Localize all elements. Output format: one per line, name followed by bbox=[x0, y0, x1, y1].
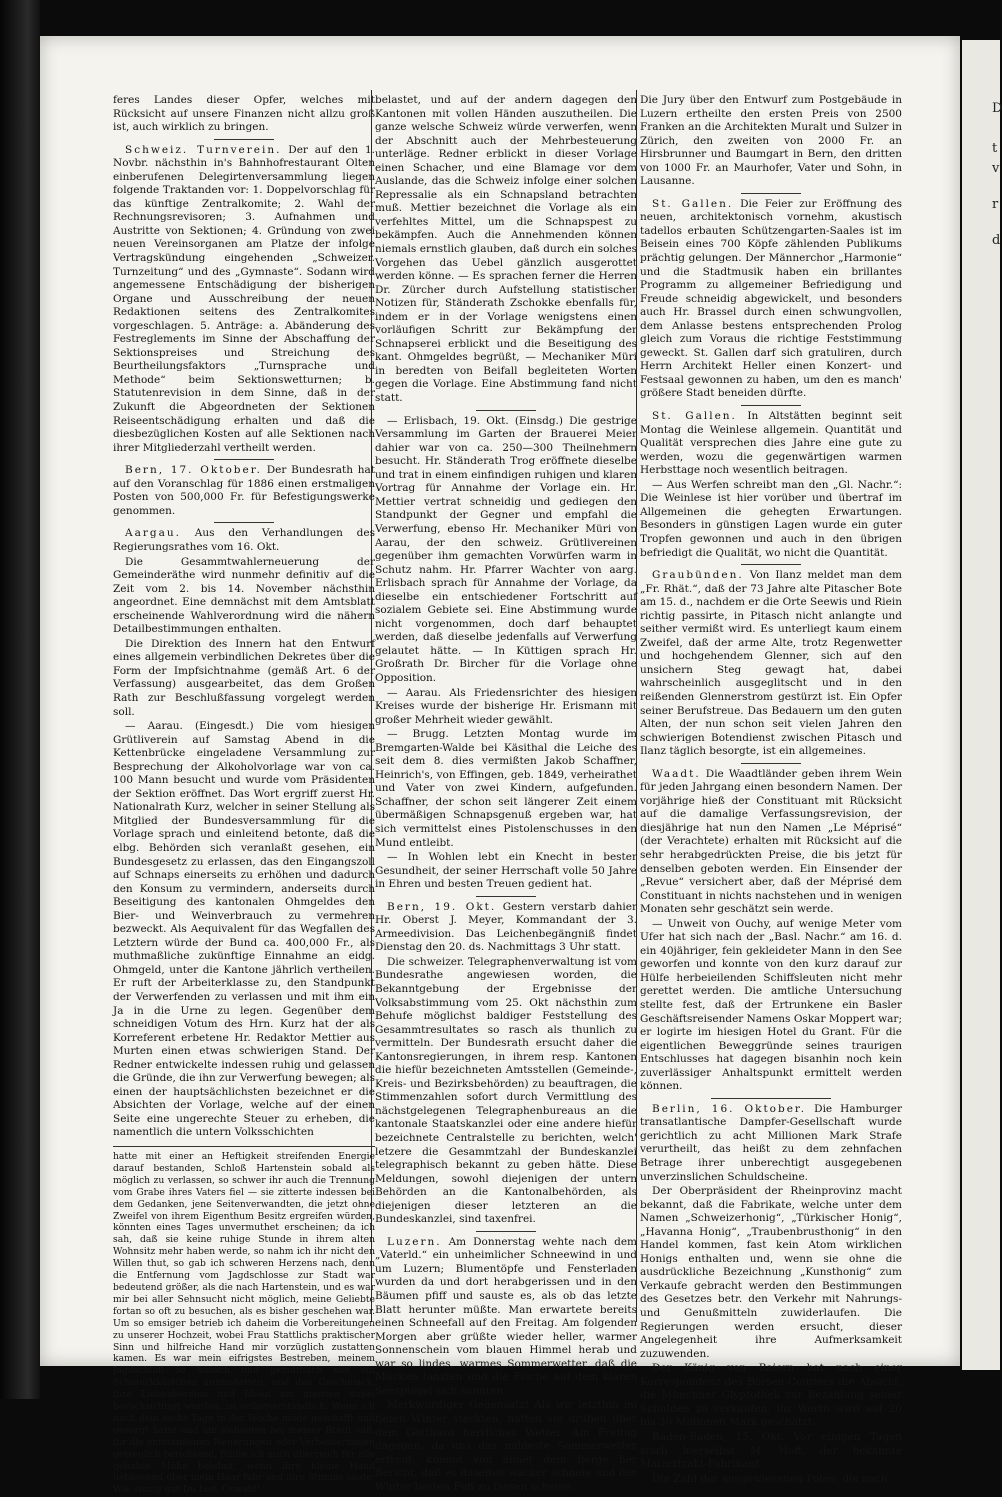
article-dateline: Luzern. bbox=[387, 1235, 442, 1248]
article-dateline: St. Gallen. bbox=[652, 197, 734, 210]
article-paragraph bbox=[113, 464, 375, 518]
article-paragraph bbox=[640, 1103, 902, 1184]
article-paragraph: Die Jury über den Entwurf zum Postgebäude in Luzern ertheilte den ersten Preis von 2500 Franken an die Architekten Muralt und Sulzer in Zürich, den zweiten von 2000 Fr. an Hirsbrunner und Baumgart in Bern, den dritten von 1000 Fr. an Maurhofer, Vater und Sohn, in Lausanne. bbox=[640, 94, 902, 188]
article-text: Die Hamburger transatlantische Dampfer-Gesellschaft wurde gerichtlich zu acht Millionen Mark Strafe verurtheilt, das heißt zu dem zehnfachen Betrage ihrer unberechtigt ausgegebenen unverzinslichen Schuldscheine. bbox=[640, 1102, 902, 1183]
article-dateline: Bern, 19. Okt. bbox=[387, 900, 497, 913]
article-paragraph: Die schweizer. Telegraphenverwaltung ist vom Bundesrathe angewiesen worden, die Bekanntgebung der Ergebnisse der Volksabstimmung vom 25. Okt nächsthin zum Behufe möglichst baldiger Feststellung des Gesammtresultates so rasch als thunlich zu vermitteln. Der Bundesrath ersucht daher die Kantonsregierungen, in ihrem resp. Kantonen die hiefür bezeichneten Amtsstellen (Gemeinde-, Kreis- und Bezirksbehörden) zu beauftragen, die Stimmenzahlen sofort durch Vermittlung des nächstgelegenen Telegraphenbureaus an die kantonale Staatskanzlei oder eine andere hiefür bezeichnete Centralstelle zu berichten, welch' letzere die Gesammtzahl der Bundeskanzlei telegraphisch bekannt zu geben hätte. Diese Meldungen, sowohl diejenigen der untern Behörden an die Kantonalbehörden, als diejenigen dieser letzteren an die Bundeskanzlei, sind taxenfrei. bbox=[375, 955, 637, 1226]
article-dateline: Waadt. bbox=[652, 767, 701, 780]
article-text: Die Feier zur Eröffnung des neuen, architektonisch vornehm, akustisch tadellos erbauten Schützengarten-Saales ist im Beisein eines 700 Köpfe zählenden Publikums prächtig gelungen. Der Männerchor „Harmonie“ und die Stadtmusik haben ein brillantes Programm zu allgemeiner Befriedigung und Freude schneidig abgewickelt, und besonders auch Hr. Brassel durch einen schwungvollen, dem Anlasse bestens entsprechenden Prolog gleich zum Voraus die richtige Feststimmung geweckt. St. Gallen darf sich gratuliren, durch Herrn Architekt Heller einen Konzert- und Festsaal gewonnen zu haben, um den es manch' größere Stadt beneiden dürfte. bbox=[640, 197, 902, 400]
article-paragraph bbox=[640, 410, 902, 478]
article-paragraph bbox=[640, 768, 902, 917]
separator bbox=[741, 564, 801, 565]
article-text: Aus den Verhandlungen des Regierungsrathes vom 16. Okt. bbox=[113, 527, 375, 553]
article-paragraph: — Brugg. Letzten Montag wurde im Bremgarten-Walde bei Käsithal die Leiche des seit dem 8. dies vermißten Jakob Schaffner, Heinrich's, von Effingen, geb. 1849, verheirathet und Vater von zwei Kindern, aufgefunden. Schaffner, der schon seit längerer Zeit einem übermäßigen Schnapsgenuß ergeben war, hat sich vermittelst eines Pistolenschusses in den Mund entleibt. bbox=[375, 728, 637, 849]
feuilleton-text: hatte mit einer an Heftigkeit streifenden Energie darauf bestanden, Schloß Hartenstein sobald als möglich zu verlassen, so schwer ihr auch die Trennung vom Grabe ihres Vaters fiel — sie zitterte indessen bei dem Gedanken, jene Seitenverwandten, die jetzt ohne Zweifel von ihrem Eigenthum Besitz ergreifen würden, könnten eines Tages unvermuthet erscheinen; da ich sah, daß sie keine ruhige Stunde in ihrem alten Wohnsitz mehr haben werde, so nahm ich ihr nicht den Willen thut, so gab ich schweren Herzens nach, denn die Entfernung vom Jagdschlosse zur Stadt war bedeutend größer, als die nach Hartenstein, und es war mir bei aller Sehnsucht nicht möglich, meine Geliebte fortan so oft zu besuchen, als es bisher geschehen war. Um so emsiger betrieb ich daheim die Vorbereitungen zu unserer Hochzeit, wobei Frau Stattlichs praktischer Sinn und hilfreiche Hand mir vorzüglich zustatten kamen. Es war mein eifrigstes Bestreben, meinem Jagdschloß so hübsch und gemüthlich wie ein Schmuckkästchen auszustatten, und den Geschmack, ihre Liebhabereien und Ideen am meisten dabei berücksichtigt wurden, ist selbstverständlich. Wenn ich nach dem sechs Tage in der Woche müde geschafft und gesorgt hatte und am siebenten bei meiner Braut saß, ihr die entstandenen Neuerungen oder Verbesserungen getreulich berichtend, fühlte ich mich überreich für alle gehabte Mühe belohnt, wenn ihre kleine Hand liebkosend über mein Haar fuhr und ihre Stimme sagte: Wie einzig gut Du bist, Oswald! bbox=[113, 1151, 375, 1496]
article-paragraph: Baden-Baden, 15. Okt. Vor einigen Tagen starb hierselbst M. Hoff, der bekannte Malzextrakt-Fabrikant. bbox=[640, 1430, 902, 1471]
article-dateline: Aargau. bbox=[125, 527, 181, 540]
article-paragraph bbox=[113, 144, 375, 456]
article-paragraph: — Aarau. Als Friedensrichter des hiesigen Kreises wurde der bisherige Hr. Erismann mit großer Mehrheit wieder gewählt. bbox=[375, 686, 637, 726]
separator bbox=[214, 459, 274, 460]
article-paragraph: — Aarau. (Eingesdt.) Die vom hiesigen Grütliverein auf Samstag Abend in die Kettenbrücke eingeladene Versammlung zur Besprechung der Alkoholvorlage war von ca. 100 Mann besucht und wurde vom Präsidenten der Sektion eröffnet. Das Wort ergriff zuerst Hr. Nationalrath Kurz, welcher in seiner Stellung als Mitglied der Bundesversammlung für die Vorlage sprach und einleitend betonte, daß die elbg. Behörden sich veranlaßt gesehen, ein Bundesgesetz zu erlassen, das den Eingangszoll auf Schnaps einerseits zu erhöhen und dadurch den Konsum zu vermindern, anderseits durch Beseitigung des kantonalen Ohmgeldes den Bier- und Weinverbrauch zu vermehren bezweckt. Als Aequivalent für das Wegfallen des Letztern würde der Bund ca. 400,000 Fr., als muthmaßliche zukünftige Einnahme an eidg. Ohmgeld, unter die Kantone jährlich vertheilen. Er ruft der Arbeiterklasse zu, den Standpunkt der Verwerfenden zu verlassen und mit ihm ein Ja in die Urne zu legen. Gegenüber dem schneidigen Votum des Hrn. Kurz hat der als Korreferent erbetene Hr. Redaktor Mettier aus Murten einen etwas schwierigen Stand. Der Redner entwickelte indessen ruhig und gelassen die Gründe, die ihn zur Verwerfung bewegen; als einen der hauptsächlichsten bezeichnet er die Absichten der Vorlage, welche auf der einen Seite eine ungerechte Steuer zu erheben, die namentlich die untern Volksschichten bbox=[113, 720, 375, 1139]
article-paragraph bbox=[375, 901, 637, 955]
article-paragraph: — Unweit von Ouchy, auf wenige Meter vom Ufer hat sich nach der „Basl. Nachr.“ am 16. d. ein 40jähriger, fein gekleideter Mann in den See geworfen und konnte von den kurz darauf zur Hülfe herbeieilenden Schiffsleuten nicht mehr gerettet werden. Die amtliche Untersuchung stellte fest, daß der Ertrunkene ein Basler Geschäftsreisender Namens Oskar Moppert war; er logirte im hiesigen Hotel du Grant. Für die eigentlichen Beweggründe seines traurigen Entschlusses hat dagegen bisanhin noch kein zuverlässiger Anhaltspunkt ermittelt werden können. bbox=[640, 917, 902, 1093]
article-text: In Altstätten beginnt seit Montag die Weinlese allgemein. Quantität und Qualität versprechen dies Jahre eine gute zu werden, wozu die gegenwärtigen warmen Herbsttage noch wesentlich beitragen. bbox=[640, 410, 902, 477]
feuilleton bbox=[113, 1151, 375, 1496]
article-text: Am Donnerstag wehte nach dem „Vaterld.“ ein unheimlicher Schneewind in und um Luzern; Blumentöpfe und Fensterladen wurden da und dort herabgerissen und in den Bäumen pfiff und sauste es, als ob das letzte Blatt herunter müßte. Man erwartete bereits einen Schneefall auf den Freitag. Am folgenden Morgen aber grüßte wieder heller, warmer Sonnenschein vom blauen Himmel herab und war so lindes, warmes Sommerwetter, daß die Mücken tanzten und die Fische auf dem klaren Seespiegel sich sonnten. bbox=[375, 1235, 637, 1397]
edge-letter: r bbox=[992, 197, 999, 212]
article-paragraph: Der König von Baiern hat nach einer Korrespondenz des Börsen-Couriers die Absicht, die Münchner Glyptothek zur Bezahlung seiner Schulden zu verkaufen; ihr Werth wird auf 20 bis 30 Millionen Mark geschätzt. bbox=[640, 1362, 902, 1429]
separator bbox=[214, 139, 274, 140]
article-paragraph: Die Zahl der ausgewiesenen Polen, die nach bbox=[652, 1472, 888, 1485]
separator bbox=[741, 193, 801, 194]
article-text: Der auf den 1. Novbr. nächsthin in's Bahnhofrestaurant Olten einberufenen Delegirtenversammlung liegen folgende Traktanden vor: 1. Doppelvorschlag für das künftige Zentralkomite; 2. Wahl der Rechnungsrevisoren; 3. Aufnahmen und Austritte von Sektionen; 4. Gründung von zwei neuen Vereinsorganen am Platze der infolge Vertragskündung eingehenden „Schweizer. Turnzeitung“ und des „Gymnaste“. Sodann wird angemessene Entschädigung der bisherigen Organe und Ausschreibung der neuen Redaktionen seitens des Zentralkomites vorgeschlagen. 5. Anträge: a. Abänderung des Festreglements im Sinne der Abschaffung der Sektionspreises und Streichung des Beurtheilungsfaktors „Turnsprache und Methode“ beim Sektionswetturnen; b. Statutenrevision in dem Sinne, daß in der Zukunft die Abgeordneten der Sektionen Reiseentschädigung erhalten und daß die diesbezüglichen Kosten auf alle Sektionen nach ihrer Mitgliederzahl vertheilt werden. bbox=[113, 143, 375, 454]
article-dateline: Berlin, 16. Oktober. bbox=[652, 1102, 807, 1115]
column-2 bbox=[375, 94, 637, 1495]
article-paragraph: Die Gesammtwahlerneuerung der Gemeinderäthe wird nunmehr definitiv auf die Zeit vom 2. bis 14. November nächsthin angeordnet. Eine demnächst mit dem Amtsblatt erscheinende Wahlverordnung wird die nähern Detailbestimmungen enthalten. bbox=[113, 555, 375, 636]
article-paragraph bbox=[640, 198, 902, 401]
article-paragraph: Die Direktion des Innern hat den Entwurf eines allgemein verbindlichen Dekretes über die Form der Impfsichtnahme (gemäß Art. 6 der Verfassung) ausgearbeitet, das dem Großen Rath zur Beschlußfassung vorgelegt werden soll. bbox=[113, 637, 375, 718]
feuilleton-rule bbox=[113, 1146, 375, 1147]
article-paragraph: Merkwürdiger Gegensatz! Als wir letzthin im tiefen Winter steckten, hatten sie drüben über dem Gotthard herrliches Wetter. Am Freitag dagegen, da uns das mildeste Sommerwetter erfreut, kommt von ännet dem Berge her Bericht, daß es daselbst wacker schneie und der Winter besten Fuß zu fassen scheine. bbox=[375, 1399, 637, 1493]
article-paragraph: — In Wohlen lebt ein Knecht in bester Gesundheit, der seiner Herrschaft volle 50 Jahre in Ehren und besten Treuen gedient hat. bbox=[375, 851, 637, 891]
article-text: Der Bundesrath hat auf den Voranschlag für 1886 einen erstmaligen Posten von 500,000 Fr. für Befestigungswerke genommen. bbox=[113, 464, 375, 517]
article-paragraph: Der Oberpräsident der Rheinprovinz macht bekannt, daß die Fabrikate, welche unter dem Namen „Schweizerhonig“, „Türkischer Honig“, „Havanna Honig“, „Traubenbrusthonig“ in den Handel kommen, fast kein Atom wirklichen Honigs enthalten und, wenn sie ohne die ausdrückliche Bezeichnung „Kunsthonig“ zum Verkaufe gebracht werden den Bestimmungen des Gesetzes betr. den Verkehr mit Nahrungs- und Genußmitteln zuwiderlaufen. Die Regierungen werden ersucht, dieser Angelegenheit ihre Aufmerksamkeit zuzuwenden. bbox=[640, 1185, 902, 1360]
edge-letter: d bbox=[992, 233, 1001, 248]
article-text: Von Ilanz meldet man dem „Fr. Rhät.“, daß der 73 Jahre alte Pitascher Bote am 15. d., nachdem er die Orte Seewis und Riein richtig passirte, in Pitasch nicht anlangte und seither vermißt wird. Es unterliegt kaum einem Zweifel, daß der arme Alte, trotz Regenwetter und hochgehendem Glenner, sich auf den unsichern Steg gewagt hat, dabei wahrscheinlich ausgeglitscht und in den reißenden Glennerstrom gestürzt ist. Ein Opfer seiner Berufstreue. Das Bedauern um den guten Alten, der nun schon seit vielen Jahren den schwierigen Botendienst zwischen Pitasch und Ilanz täglich besorgte, ist ein allgemeines. bbox=[640, 569, 902, 758]
column-1 bbox=[113, 94, 375, 1497]
separator bbox=[711, 1098, 831, 1099]
article-paragraph: feres Landes dieser Opfer, welches mit Rücksicht auf unsere Finanzen nicht allzu groß ist, auch wirklich zu bringen. bbox=[113, 94, 375, 134]
article-dateline: Graubünden. bbox=[652, 569, 744, 582]
article-text: Die Waadtländer geben ihrem Wein für jeden Jahrgang einen besondern Namen. Der vorjährige hieß der Constituant mit Rücksicht auf die damalige Verfassungsrevision, der diesjährige hat nun den Namen „Le Méprisé“ (der Verachtete) erhalten mit Rücksicht auf die sehr herabgedrückten Preise, die bis jetzt für denselben geboten werden. Ein Einsender der „Revue“ versichert aber, daß der Méprisé dem Constituant in nichts nachstehen und in wenigen Monaten sehr geschätzt sein werde. bbox=[640, 767, 902, 916]
book-binding-edge bbox=[0, 0, 40, 1399]
article-dateline: Bern, 17. Oktober. bbox=[125, 464, 262, 477]
separator bbox=[476, 896, 536, 897]
article-paragraph: belastet, und auf der andern dagegen den Kantonen mit vollen Händen auszutheilen. Die ganze welsche Schweiz würde verwerfen, wenn der Abschnitt auch der Mehrbesteuerung unterläge. Redner erblickt in dieser Vorlage einen Schacher, und eine Blamage vor dem Auslande, das die Schweiz infolge einer solchen Repressalie als ein Schnapsland betrachten muß. Mettier bezeichnet die Vorlage als ein verfehltes Mittel, um die Schnapspest zu bekämpfen. Auch die Annehmenden können niemals ernstlich glauben, daß durch ein solches Vorgehen das Uebel gänzlich ausgerottet werden könne. — Es sprachen ferner die Herren Dr. Zürcher durch Aufstellung statistischer Notizen für, Ständerath Zschokke ebenfalls für, indem er in der Vorlage wenigstens einen vorläufigen Schritt zur Bekämpfung der Schnapserei erblickt und die Beseitigung des kant. Ohmgeldes begrüßt, — Mechaniker Müri in beredten von Beifall begleiteten Worten gegen die Vorlage. Eine Abstimmung fand nicht statt. bbox=[375, 94, 637, 405]
separator bbox=[741, 763, 801, 764]
article-paragraph bbox=[375, 1236, 637, 1399]
article-dateline: St. Gallen. bbox=[652, 410, 737, 423]
article-paragraph: — Erlisbach, 19. Okt. (Einsdg.) Die gestrige Versammlung im Garten der Brauerei Meier dahier war von ca. 250—300 Theilnehmern besucht. Hr. Ständerath Trog eröffnete dieselbe und trat in einem einfindigen ruhigen und klaren Vortrag für Annahme der Vorlage ein. Hr. Mettier vertrat schneidig und gediegen den Standpunkt der Gegner und empfahl die Verwerfung, ebenso Hr. Mechaniker Müri von Aarau, der den schweiz. Grütlivereinen gegenüber ihm gemachten Vorwürfen warm in Schutz nahm. Hr. Pfarrer Wachter von aarg. Erlisbach sprach für Annahme der Vorlage, da dieselbe ein entschiedener Fortschritt auf sozialem Gebiete sei. Eine Abstimmung wurde nicht vorgenommen, doch darf behauptet werden, daß dieselbe jedenfalls auf Verwerfung gelautet hätte. — In Küttigen sprach Hr. Großrath Dr. Bircher für die Vorlage ohne Opposition. bbox=[375, 414, 637, 684]
column-3 bbox=[640, 94, 902, 1487]
separator bbox=[476, 410, 536, 411]
edge-letter: D bbox=[992, 101, 1002, 116]
facing-page-edge bbox=[962, 40, 1000, 1370]
edge-letter: t bbox=[992, 141, 998, 156]
article-text: Gestern verstarb dahier Hr. Oberst J. Meyer, Kommandant der 3. Armeedivision. Das Leichenbegängniß findet Dienstag den 20. ds. Nachmittags 3 Uhr statt. bbox=[375, 900, 637, 954]
article-paragraph: — Aus Werfen schreibt man den „Gl. Nachr.“: Die Weinlese ist hier vorüber und übertraf im Allgemeinen die gehegten Erwartungen. Besonders in günstigen Lagen wurde ein guter Tropfen gewonnen und auch in den übrigen befriedigt die Qualität, wo nicht die Quantität. bbox=[640, 478, 902, 559]
separator bbox=[741, 405, 801, 406]
edge-letter: v bbox=[992, 161, 1000, 176]
article-paragraph bbox=[640, 569, 902, 759]
article-dateline: Schweiz. Turnverein. bbox=[125, 143, 282, 156]
separator bbox=[214, 522, 274, 523]
article-paragraph bbox=[113, 527, 375, 554]
separator bbox=[476, 1231, 536, 1232]
